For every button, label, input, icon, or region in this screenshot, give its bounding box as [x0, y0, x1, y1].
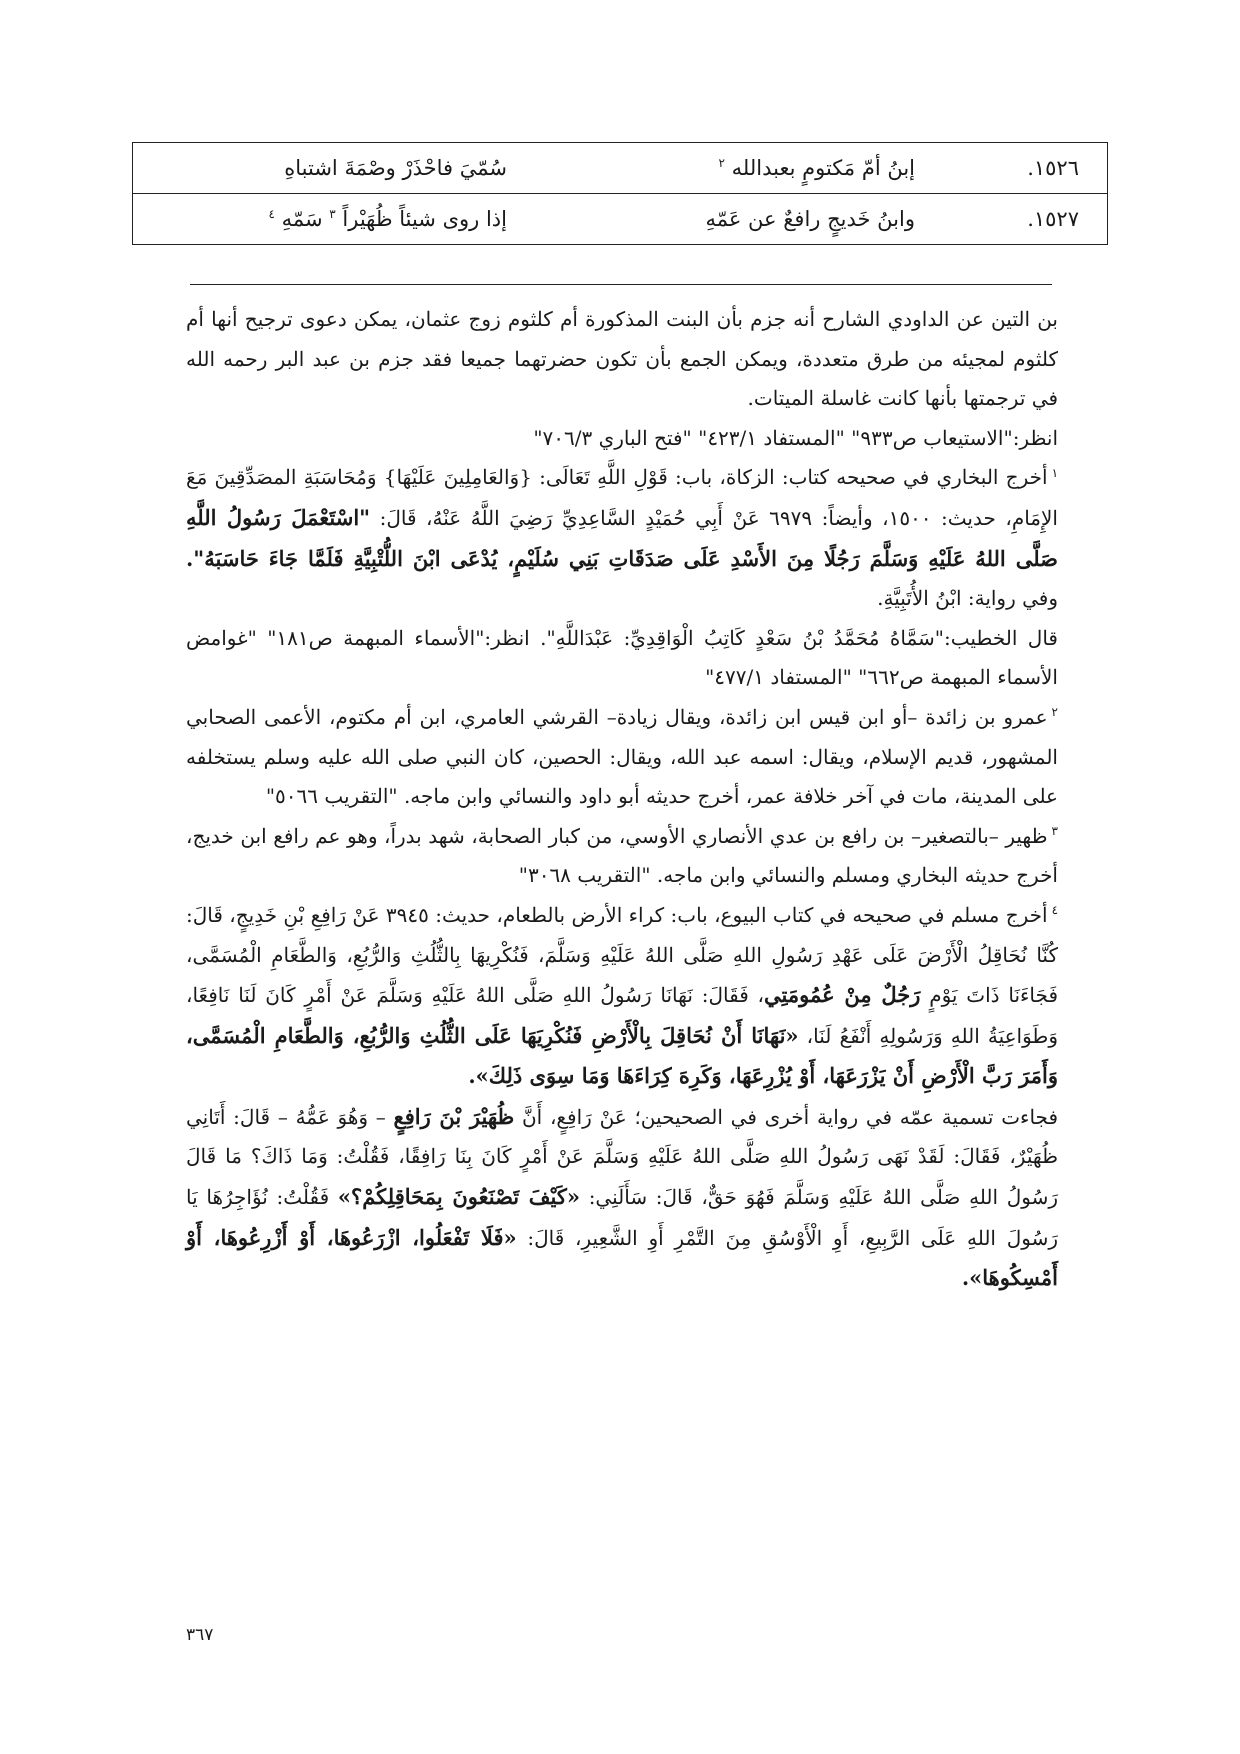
verse-first-hemistich: وابنُ خَديجٍ رافعٌ عن عَمّهِ [521, 194, 955, 245]
footnote-marker[interactable]: ٤ [268, 207, 275, 221]
footnote-reference: انظر:"الاستيعاب ص٩٣٣" "المستفاد ٤٢٣/١" "فتح الباري ٧٠٦/٣" [533, 425, 1058, 450]
footnote-number: ١ [1051, 465, 1059, 480]
hadith-quote: «كَيْفَ تَصْنَعُونَ بِمَحَاقِلِكُمْ؟» [337, 1184, 580, 1210]
verse-number: ١٥٢٧. [955, 194, 1108, 245]
hadith-quote: «فَلَا تَفْعَلُوا، ازْرَعُوهَا، أَوْ أَزْرِعُوهَا، أَوْ أَمْسِكُوهَا». [186, 1224, 1058, 1291]
verse-second-hemistich: سُمّيَ فاحْذَرْ وصْمَةَ اشتباهِ [133, 143, 522, 194]
verse-number: ١٥٢٦. [955, 143, 1108, 194]
bold-phrase: رَجُلٌ مِنْ عُمُومَتِي [764, 982, 921, 1008]
verse-row [133, 143, 1108, 194]
verse-first-hemistich: إبنُ أمّ مَكتومٍ بعبدالله $^٢$ [521, 143, 955, 194]
footnote-separator [190, 284, 1052, 285]
footnotes-section [186, 300, 1058, 1299]
footnote-marker[interactable]: ٣ [329, 207, 336, 221]
hadith-quote: "اسْتَعْمَلَ رَسُولُ اللَّهِ صَلَّى اللهُ عَلَيْهِ وَسَلَّمَ رَجُلًا مِنَ الأَسْدِ عَلَى صَدَقَاتِ بَنِي سُلَيْمٍ، يُدْعَى ابْنَ اللُّتْبِيَّةِ فَلَمَّا جَاءَ حَاسَبَهُ". [186, 504, 1058, 571]
page-number: ٣٦٧ [186, 1625, 214, 1645]
footnote-number: ٤ [1051, 903, 1059, 918]
hadith-quote: «نَهَانَا أَنْ نُحَاقِلَ بِالْأَرْضِ فَنُكْرِيَهَا عَلَى الثُّلُثِ وَالرُّبُعِ، وَالطَّعَامِ الْمُسَمَّى، وَأَمَرَ رَبَّ الْأَرْضِ أَنْ يَزْرَعَهَا، أَوْ يُزْرِعَهَا، وَكَرِهَ كِرَاءَهَا وَمَا سِوَى ذَلِكَ». [186, 1022, 1058, 1089]
verse-second-hemistich: إذا روى شيئاً ظُهَيْراً $^٣$ سَمّهِ $^٤$ [133, 194, 522, 245]
footnote-number: ٣ [1051, 824, 1058, 839]
footnote-4-continuation: فجاءت تسمية عمّه في رواية أخرى في الصحيحين؛ عَنْ رَافِعٍ، أَنَّ ظُهَيْرَ بْنَ رَافِعٍ – وَهُوَ عَمُّهُ – قَالَ: أَتَانِي ظُهَيْرٌ، فَقَالَ: لَقَدْ نَهَى رَسُولُ اللهِ صَلَّى اللهُ عَلَيْهِ وَسَلَّمَ عَنْ أَمْرٍ كَانَ بِنَا رَافِقًا، فَقُلْتُ: وَمَا ذَاكَ؟ مَا قَالَ رَسُولُ اللهِ صَلَّى اللهُ عَلَيْهِ وَسَلَّمَ فَهُوَ حَقٌّ، قَالَ: سَأَلَنِي: «كَيْفَ تَصْنَعُونَ بِمَحَاقِلِكُمْ؟» فَقُلْتُ: نُؤَاجِرُهَا يَا رَسُولَ اللهِ عَلَى الرَّبِيعِ، أَوِ الْأَوْسُقِ مِنَ التَّمْرِ أَوِ الشَّعِيرِ، قَالَ: «فَلَا تَفْعَلُوا، ازْرَعُوهَا، أَوْ أَزْرِعُوهَا، أَوْ أَمْسِكُوهَا». [186, 1103, 1059, 1291]
bold-phrase: ظُهَيْرَ بْنَ رَافِعٍ [393, 1103, 515, 1129]
verse-table [132, 142, 1108, 245]
footnote-continuation: بن التين عن الداودي الشارح أنه جزم بأن البنت المذكورة أم كلثوم زوج عثمان، يمكن دعوى ترجيح أنها أم كلثوم لمجيئه من طرق متعددة، ويمكن الجمع بأن تكون حضرتهما جميعا فقد جزم بن عبد البر رحمه الله في ترجمتها بأنها كانت غاسلة الميتات. [186, 307, 1058, 411]
footnote-reference: قال الخطيب:"سَمَّاهُ مُحَمَّدُ بْنُ سَعْدٍ كَاتِبُ الْوَاقِدِيِّ: عَبْدَاللَّهِ". انظر:"الأسماء المبهمة ص١٨١" "غوامض الأسماء المبهمة ص٦٦٢" "المستفاد ٤٧٧/١" [186, 625, 1058, 690]
footnote-marker[interactable]: ٢ [718, 156, 725, 170]
footnote-4: $^٤$أخرج مسلم في صحيحه في كتاب البيوع، باب: كراء الأرض بالطعام، حديث: ٣٩٤٥ عَنْ رَافِعِ بْنِ خَدِيجٍ، قَالَ: كُنَّا نُحَاقِلُ الْأَرْضَ عَلَى عَهْدِ رَسُولِ اللهِ صَلَّى اللهُ عَلَيْهِ وَسَلَّمَ، فَنُكْرِيهَا بِالثُّلُثِ وَالرُّبُعِ، وَالطَّعَامِ الْمُسَمَّى، فَجَاءَنَا ذَاتَ يَوْمٍ رَجُلٌ مِنْ عُمُومَتِي، فَقَالَ: نَهَانَا رَسُولُ اللهِ صَلَّى اللهُ عَلَيْهِ وَسَلَّمَ عَنْ أَمْرٍ كَانَ لَنَا نَافِعًا، وَطَوَاعِيَةُ اللهِ وَرَسُولِهِ أَنْفَعُ لَنَا، «نَهَانَا أَنْ نُحَاقِلَ بِالْأَرْضِ فَنُكْرِيَهَا عَلَى الثُّلُثِ وَالرُّبُعِ، وَالطَّعَامِ الْمُسَمَّى، وَأَمَرَ رَبَّ الْأَرْضِ أَنْ يَزْرَعَهَا، أَوْ يُزْرِعَهَا، وَكَرِهَ كِرَاءَهَا وَمَا سِوَى ذَلِكَ». [186, 902, 1059, 1089]
footnote-2: $^٢$عمرو بن زائدة –أو ابن قيس ابن زائدة، ويقال زيادة– القرشي العامري، ابن أم مكتوم، الأعمى الصحابي المشهور، قديم الإسلام، ويقال: اسمه عبد الله، ويقال: الحصين، كان النبي صلى الله عليه وسلم يستخلفه على المدينة، مات في آخر خلافة عمر، أخرج حديثه أبو داود والنسائي وابن ماجه. "التقريب ٥٠٦٦" [186, 704, 1058, 809]
footnote-number: ٢ [1051, 705, 1058, 720]
footnote-3: $^٣$ظهير –بالتصغير– بن رافع بن عدي الأنصاري الأوسي، من كبار الصحابة، شهد بدراً، وهو عم رافع ابن خديج، أخرج حديثه البخاري ومسلم والنسائي وابن ماجه. "التقريب ٣٠٦٨" [186, 823, 1058, 888]
verse-row [133, 194, 1108, 245]
footnote-1: $^١$أخرج البخاري في صحيحه كتاب: الزكاة، باب: قَوْلِ اللَّهِ تَعَالَى: {وَالعَامِلِينَ عَلَيْهَا} وَمُحَاسَبَةِ المصَدِّقِينَ مَعَ الإِمَامِ، حديث: ١٥٠٠، وأيضاً: ٦٩٧٩ عَنْ أَبِي حُمَيْدٍ السَّاعِدِيِّ رَضِيَ اللَّهُ عَنْهُ، قَالَ: "اسْتَعْمَلَ رَسُولُ اللَّهِ صَلَّى اللهُ عَلَيْهِ وَسَلَّمَ رَجُلًا مِنَ الأَسْدِ عَلَى صَدَقَاتِ بَنِي سُلَيْمٍ، يُدْعَى ابْنَ اللُّتْبِيَّةِ فَلَمَّا جَاءَ حَاسَبَهُ". وفي رواية: ابْنُ الأُتَبِيَّةِ. [186, 465, 1059, 611]
